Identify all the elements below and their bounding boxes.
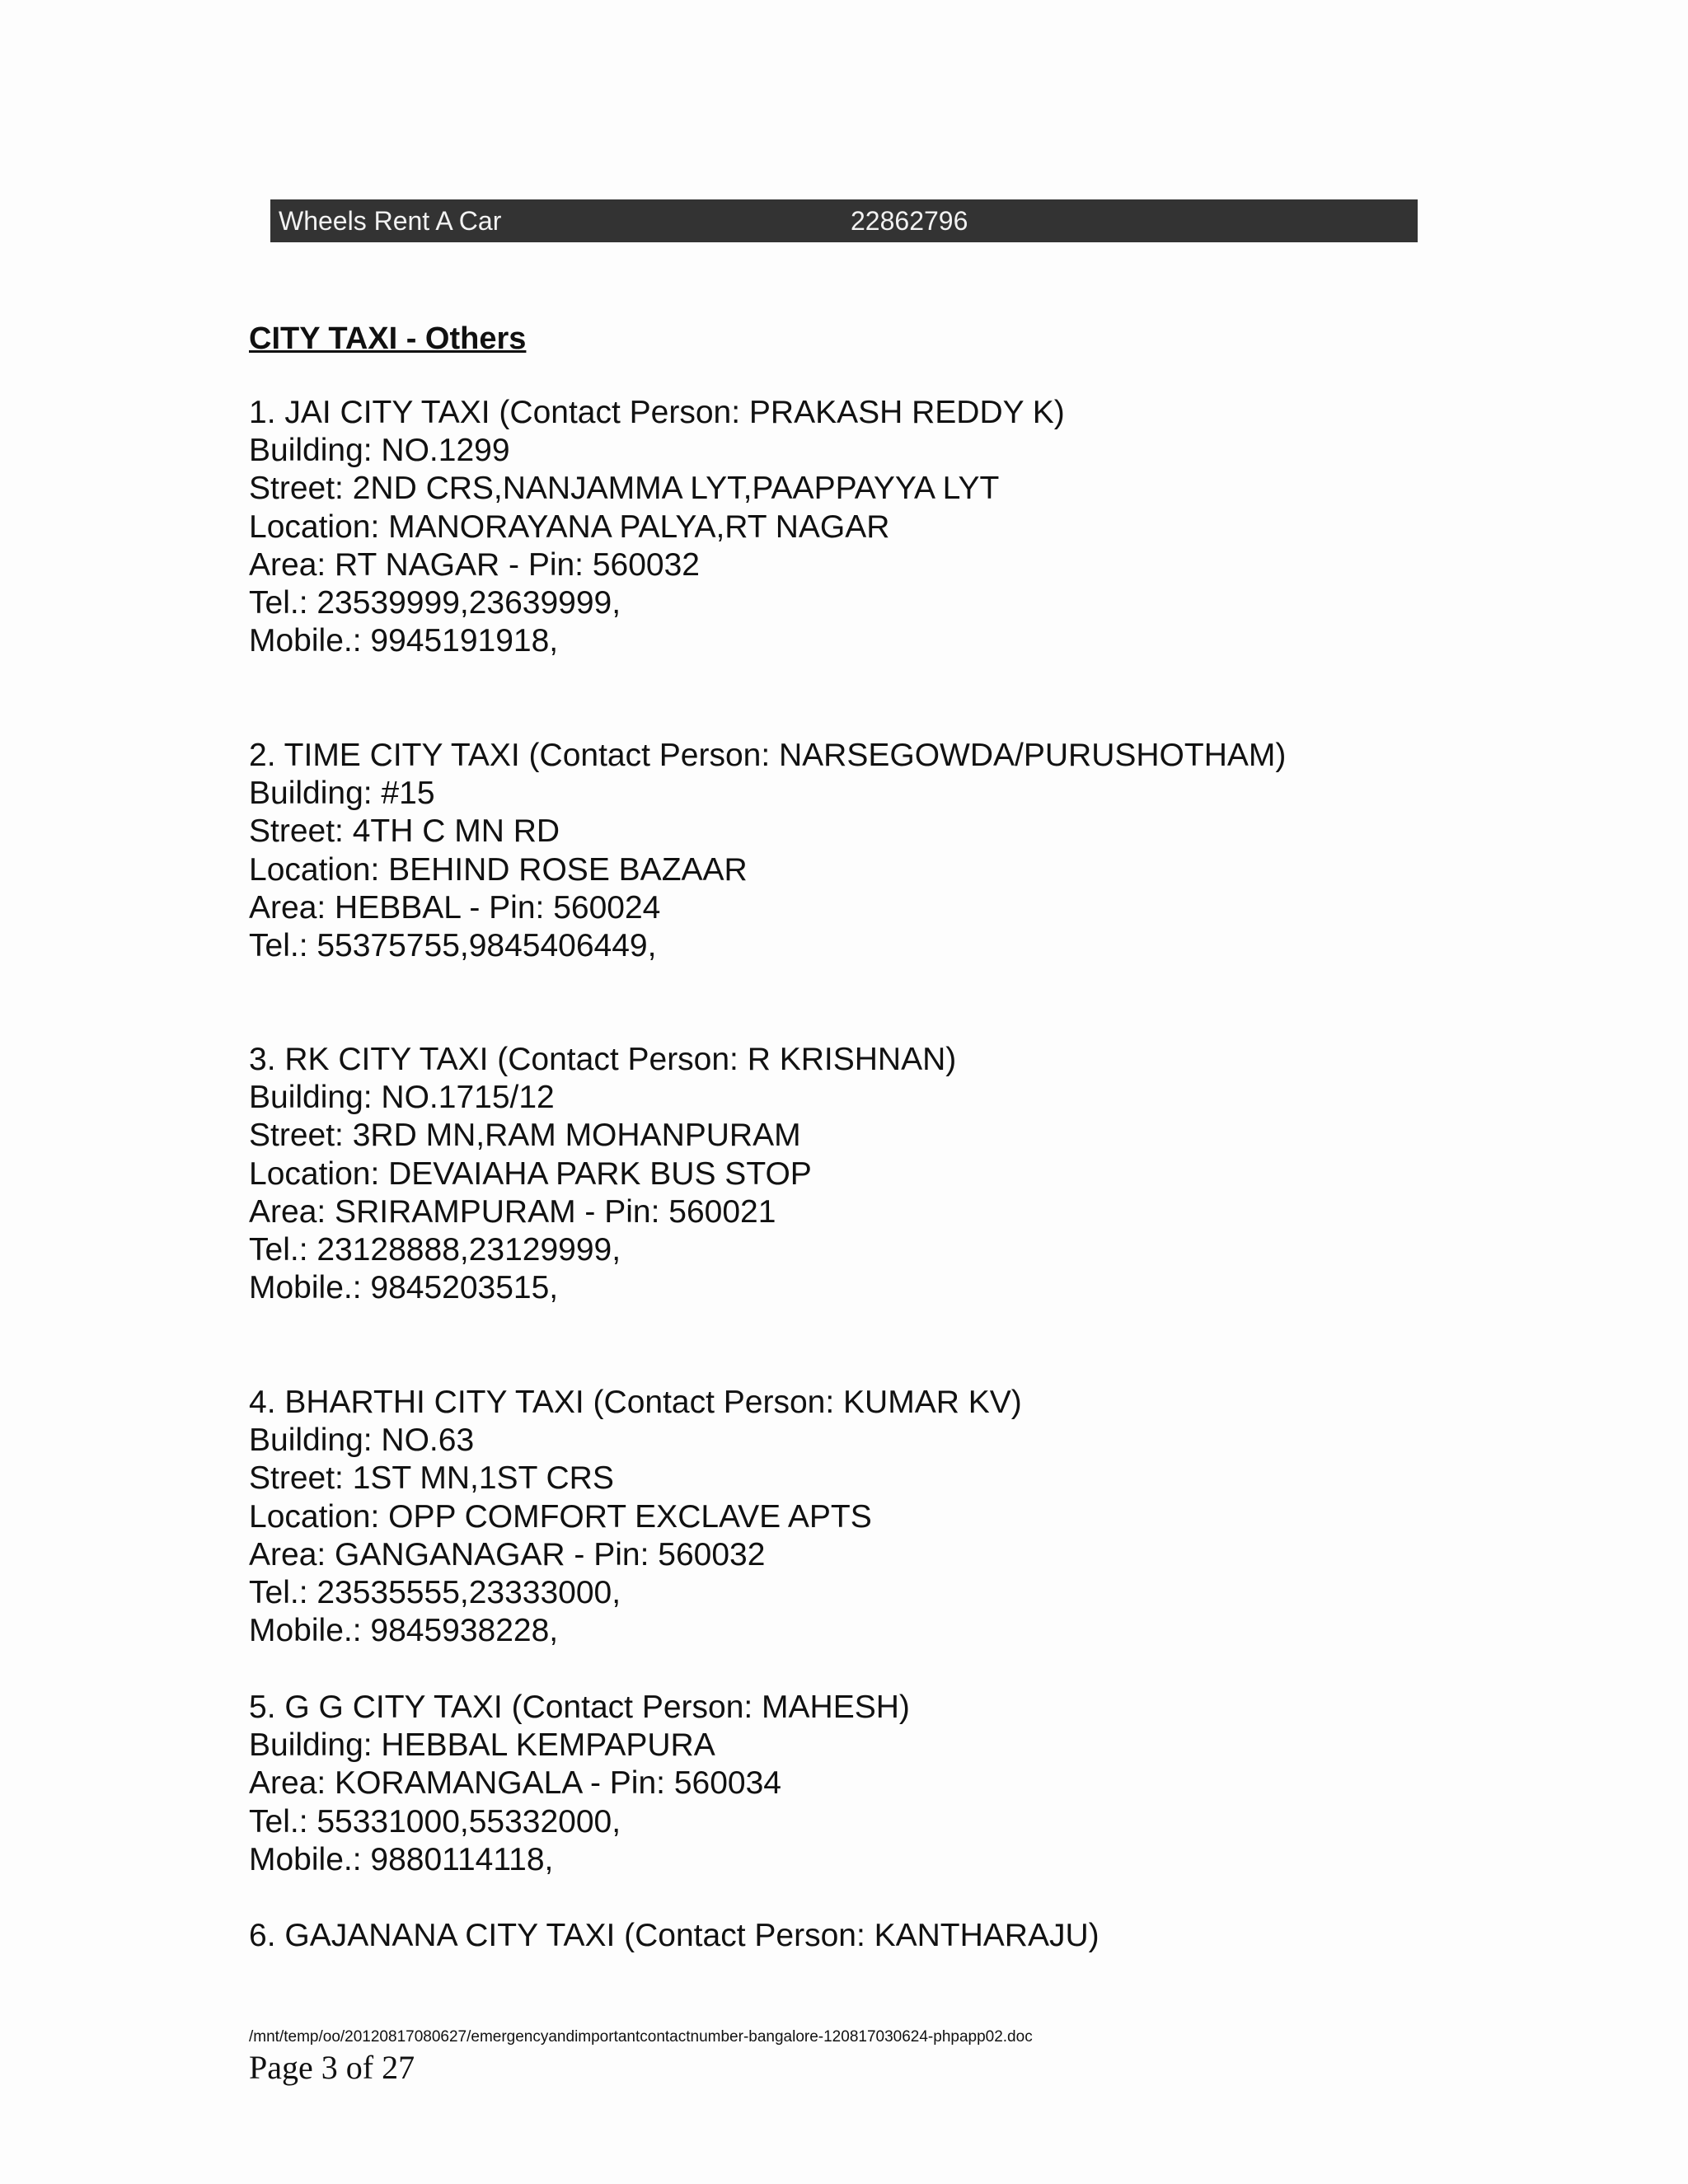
entry-area: Area: HEBBAL - Pin: 560024 <box>249 889 661 926</box>
entry-tel: Tel.: 23539999,23639999, <box>249 585 621 621</box>
entry-mobile: Mobile.: 9845203515, <box>249 1270 559 1306</box>
entry-street: Street: 4TH C MN RD <box>249 813 560 850</box>
entry-tel: Tel.: 23535555,23333000, <box>249 1575 621 1611</box>
entry-tel: Tel.: 23128888,23129999, <box>249 1232 621 1268</box>
entry-mobile: Mobile.: 9845938228, <box>249 1613 559 1649</box>
entry-title: 1. JAI CITY TAXI (Contact Person: PRAKASH REDDY K) <box>249 395 1065 430</box>
section-heading: CITY TAXI - Others <box>249 321 527 356</box>
footer-file-path: /mnt/temp/oo/20120817080627/emergencyandimportantcontactnumber-bangalore-120817030624-phpapp02.doc <box>249 2028 1033 2046</box>
entry-title: 2. TIME CITY TAXI (Contact Person: NARSEGOWDA/PURUSHOTHAM) <box>249 738 1287 773</box>
entry-tel: Tel.: 55331000,55332000, <box>249 1803 621 1840</box>
entry-location: Location: OPP COMFORT EXCLAVE APTS <box>249 1498 872 1535</box>
rental-table-row <box>270 199 1418 242</box>
entry-building: Building: NO.63 <box>249 1422 475 1459</box>
taxi-entry-3 <box>249 1041 956 1307</box>
rental-phone-cell: 22862796 <box>851 206 968 236</box>
entry-street: Street: 1ST MN,1ST CRS <box>249 1460 614 1497</box>
entry-location: Location: BEHIND ROSE BAZAAR <box>249 851 748 888</box>
entry-tel: Tel.: 55375755,9845406449, <box>249 928 657 964</box>
entry-title: 4. BHARTHI CITY TAXI (Contact Person: KUMAR KV) <box>249 1385 1022 1420</box>
footer-page-number: Page 3 of 27 <box>249 2049 415 2086</box>
entry-area: Area: GANGANAGAR - Pin: 560032 <box>249 1536 766 1572</box>
entry-location: Location: MANORAYANA PALYA,RT NAGAR <box>249 509 890 545</box>
entry-location: Location: DEVAIAHA PARK BUS STOP <box>249 1155 812 1192</box>
entry-street: Street: 3RD MN,RAM MOHANPURAM <box>249 1118 801 1154</box>
entry-title: 6. GAJANANA CITY TAXI (Contact Person: KANTHARAJU) <box>249 1918 1100 1953</box>
taxi-entry-1 <box>249 394 1065 660</box>
entry-building: Building: #15 <box>249 776 435 812</box>
entry-mobile: Mobile.: 9880114118, <box>249 1841 554 1877</box>
taxi-entry-6 <box>249 1917 1100 1955</box>
entry-title: 3. RK CITY TAXI (Contact Person: R KRISHNAN) <box>249 1042 957 1077</box>
entry-area: Area: KORAMANGALA - Pin: 560034 <box>249 1765 781 1802</box>
entry-street: Street: 2ND CRS,NANJAMMA LYT,PAAPPAYYA LYT <box>249 471 1000 507</box>
entry-building: Building: NO.1715/12 <box>249 1080 555 1116</box>
entry-area: Area: SRIRAMPURAM - Pin: 560021 <box>249 1193 776 1230</box>
taxi-entry-4 <box>249 1384 1022 1650</box>
taxi-entry-5 <box>249 1689 910 1879</box>
entry-building: Building: HEBBAL KEMPAPURA <box>249 1727 715 1764</box>
rental-name-cell: Wheels Rent A Car <box>279 206 502 236</box>
entry-building: Building: NO.1299 <box>249 433 510 469</box>
entry-mobile: Mobile.: 9945191918, <box>249 623 559 659</box>
entry-area: Area: RT NAGAR - Pin: 560032 <box>249 546 700 583</box>
taxi-entry-2 <box>249 737 1286 965</box>
entry-title: 5. G G CITY TAXI (Contact Person: MAHESH) <box>249 1690 910 1725</box>
